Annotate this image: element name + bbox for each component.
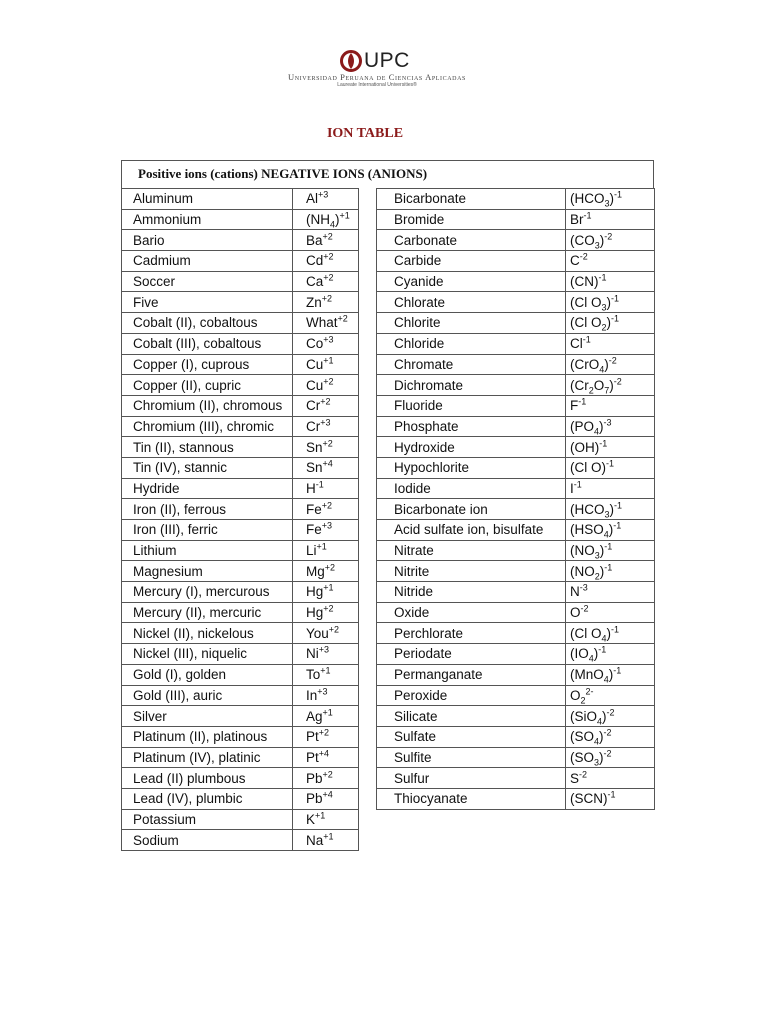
upc-logo (282, 50, 472, 90)
ion-name: Iodide (377, 478, 566, 499)
ion-name: Silicate (377, 706, 566, 727)
ion-formula: $Cu^{+2}$ (293, 375, 359, 396)
anion-row (377, 540, 655, 561)
ion-name: Nickel (II), nickelous (122, 623, 293, 644)
ion-formula: $Cd^{+2}$ (293, 251, 359, 272)
anion-row (377, 209, 655, 230)
ion-formula: (OH)$^{-1}$ (566, 437, 655, 458)
cation-row (122, 209, 359, 230)
ion-name: Carbide (377, 251, 566, 272)
ion-name: Aluminum (122, 189, 293, 210)
ion-formula: (CN)$^{-1}$ (566, 271, 655, 292)
cation-row (122, 354, 359, 375)
anion-row (377, 644, 655, 665)
anion-row (377, 582, 655, 603)
cation-row (122, 561, 359, 582)
ion-formula: $(SiO_4)^{-2}$ (566, 706, 655, 727)
ion-formula: $(SO_4)^{-2}$ (566, 726, 655, 747)
ion-name: Chlorate (377, 292, 566, 313)
ion-name: Platinum (II), platinous (122, 726, 293, 747)
ion-name: Gold (I), golden (122, 664, 293, 685)
ion-formula: $(CrO_4)^{-2}$ (566, 354, 655, 375)
ion-name: Sulfur (377, 768, 566, 789)
ion-name: Lead (IV), plumbic (122, 788, 293, 809)
ion-formula: $Cu^{+1}$ (293, 354, 359, 375)
cation-row (122, 292, 359, 313)
ion-name: Silver (122, 706, 293, 727)
ion-formula: $Hg^{+2}$ (293, 602, 359, 623)
ion-formula: $Ca^{+2}$ (293, 271, 359, 292)
ion-name: Chromate (377, 354, 566, 375)
ion-formula: (Cl $O_3)^{-1}$ (566, 292, 655, 313)
ion-name: Bromide (377, 209, 566, 230)
ion-formula: $Mg^{+2}$ (293, 561, 359, 582)
anions-table (376, 188, 655, 810)
ion-name: Bicarbonate (377, 189, 566, 210)
ion-formula: $(HCO_3)^{-1}$ (566, 499, 655, 520)
cation-row (122, 457, 359, 478)
ion-formula: You$^{+2}$ (293, 623, 359, 644)
anion-row (377, 457, 655, 478)
ion-name: Fluoride (377, 395, 566, 416)
ion-formula: $Ba^{+2}$ (293, 230, 359, 251)
anion-row (377, 395, 655, 416)
table-header: Positive ions (cations) NEGATIVE IONS (ANIONS) (138, 166, 428, 181)
anion-row (377, 602, 655, 623)
ion-formula: $Pt^{+2}$ (293, 726, 359, 747)
cation-row (122, 602, 359, 623)
ion-formula: $S^{-2}$ (566, 768, 655, 789)
ion-name: Perchlorate (377, 623, 566, 644)
ion-name: Cyanide (377, 271, 566, 292)
cation-row (122, 706, 359, 727)
ion-name: Tin (IV), stannic (122, 457, 293, 478)
ion-name: Iron (III), ferric (122, 520, 293, 541)
ion-formula: $(NO_3)^{-1}$ (566, 540, 655, 561)
ion-formula: $Sn^{+4}$ (293, 457, 359, 478)
ion-name: Cobalt (III), cobaltous (122, 333, 293, 354)
anion-row (377, 520, 655, 541)
ion-formula: $(NO_2)^{-1}$ (566, 561, 655, 582)
ion-formula: $H^{-1}$ (293, 478, 359, 499)
ion-name: Chromium (II), chromous (122, 395, 293, 416)
ion-formula: $I^{-1}$ (566, 478, 655, 499)
ion-name: Mercury (II), mercuric (122, 602, 293, 623)
ion-name: Cadmium (122, 251, 293, 272)
cation-row (122, 416, 359, 437)
ion-name: Chromium (III), chromic (122, 416, 293, 437)
cation-row (122, 685, 359, 706)
ion-formula: (Cl $O_2)^{-1}$ (566, 313, 655, 334)
ion-formula: $To^{+1}$ (293, 664, 359, 685)
ion-formula: $(PO_4)^{-3}$ (566, 416, 655, 437)
ion-name: Periodate (377, 644, 566, 665)
ion-name: Gold (III), auric (122, 685, 293, 706)
ion-name: Soccer (122, 271, 293, 292)
cation-row (122, 251, 359, 272)
ion-formula: $(SO_3)^{-2}$ (566, 747, 655, 768)
ion-formula: $Sn^{+2}$ (293, 437, 359, 458)
ion-formula: $Cr^{+3}$ (293, 416, 359, 437)
logo-university: Universidad Peruana de Ciencias Aplicadas (288, 72, 466, 82)
ion-formula: $O_2^{2-}$ (566, 685, 655, 706)
anion-row (377, 333, 655, 354)
anion-row (377, 375, 655, 396)
ion-name: Nitrite (377, 561, 566, 582)
anion-row (377, 230, 655, 251)
ion-formula: $Fe^{+2}$ (293, 499, 359, 520)
ion-formula: $Co^{+3}$ (293, 333, 359, 354)
page-title: ION TABLE (326, 126, 404, 141)
ion-name: Nitride (377, 582, 566, 603)
ion-name: Peroxide (377, 685, 566, 706)
ion-name: Magnesium (122, 561, 293, 582)
ion-name: Bicarbonate ion (377, 499, 566, 520)
ion-formula: $F^{-1}$ (566, 395, 655, 416)
ion-formula: $Hg^{+1}$ (293, 582, 359, 603)
cation-row (122, 540, 359, 561)
ion-formula: $Pb^{+2}$ (293, 768, 359, 789)
ion-name: Mercury (I), mercurous (122, 582, 293, 603)
ion-name: Nitrate (377, 540, 566, 561)
ion-name: Hydroxide (377, 437, 566, 458)
cation-row (122, 499, 359, 520)
ion-formula: (Cl O)$^{-1}$ (566, 457, 655, 478)
ion-name: Sulfate (377, 726, 566, 747)
ion-name: Hypochlorite (377, 457, 566, 478)
ion-name: Platinum (IV), platinic (122, 747, 293, 768)
anion-row (377, 768, 655, 789)
ion-formula: $Ag^{+1}$ (293, 706, 359, 727)
ion-name: Carbonate (377, 230, 566, 251)
cation-row (122, 788, 359, 809)
logo-tagline: Laureate International Universities® (337, 82, 417, 88)
cation-row (122, 644, 359, 665)
ion-formula: $In^{+3}$ (293, 685, 359, 706)
ion-formula: $Pb^{+4}$ (293, 788, 359, 809)
anion-row (377, 354, 655, 375)
anion-row (377, 251, 655, 272)
ion-formula: What$^{+2}$ (293, 313, 359, 334)
ion-formula: $Li^{+1}$ (293, 540, 359, 561)
cations-table (121, 188, 359, 851)
cation-row (122, 313, 359, 334)
ion-formula: $(IO_4)^{-1}$ (566, 644, 655, 665)
ion-name: Bario (122, 230, 293, 251)
anion-row (377, 561, 655, 582)
cation-row (122, 437, 359, 458)
ion-formula: (SCN)$^{-1}$ (566, 788, 655, 809)
ion-formula: $Pt^{+4}$ (293, 747, 359, 768)
ion-formula: $N^{-3}$ (566, 582, 655, 603)
cation-row (122, 582, 359, 603)
ion-formula: $Ni^{+3}$ (293, 644, 359, 665)
ion-name: Five (122, 292, 293, 313)
cation-row (122, 747, 359, 768)
ion-name: Acid sulfate ion, bisulfate (377, 520, 566, 541)
ion-name: Oxide (377, 602, 566, 623)
ion-formula: $Al^{+3}$ (293, 189, 359, 210)
cation-row (122, 623, 359, 644)
cation-row (122, 726, 359, 747)
anion-row (377, 726, 655, 747)
ion-name: Hydride (122, 478, 293, 499)
ion-name: Cobalt (II), cobaltous (122, 313, 293, 334)
cation-row (122, 520, 359, 541)
ion-name: Nickel (III), niquelic (122, 644, 293, 665)
ion-formula: $(HCO_3)^{-1}$ (566, 189, 655, 210)
ion-formula: $Cr^{+2}$ (293, 395, 359, 416)
ion-formula: $C^{-2}$ (566, 251, 655, 272)
ion-formula: $Cl^{-1}$ (566, 333, 655, 354)
anion-row (377, 706, 655, 727)
ion-name: Iron (II), ferrous (122, 499, 293, 520)
cation-row (122, 375, 359, 396)
anion-row (377, 788, 655, 809)
ion-formula: $(Cr_2O_7)^{-2}$ (566, 375, 655, 396)
ion-formula: (Cl $O_4)^{-1}$ (566, 623, 655, 644)
anion-row (377, 437, 655, 458)
cation-row (122, 395, 359, 416)
anion-row (377, 416, 655, 437)
ion-name: Phosphate (377, 416, 566, 437)
ion-formula: $O^{-2}$ (566, 602, 655, 623)
ion-formula: $(HSO_4)^{-1}$ (566, 520, 655, 541)
ion-name: Sodium (122, 830, 293, 851)
cation-row (122, 478, 359, 499)
ion-name: Chloride (377, 333, 566, 354)
cation-row (122, 768, 359, 789)
cation-row (122, 271, 359, 292)
ion-name: Tin (II), stannous (122, 437, 293, 458)
anion-row (377, 685, 655, 706)
anion-row (377, 747, 655, 768)
ion-name: Copper (I), cuprous (122, 354, 293, 375)
anion-row (377, 664, 655, 685)
ion-name: Potassium (122, 809, 293, 830)
ion-formula: $K^{+1}$ (293, 809, 359, 830)
ion-name: Sulfite (377, 747, 566, 768)
ion-formula: $Br^{-1}$ (566, 209, 655, 230)
cation-row (122, 664, 359, 685)
cation-row (122, 830, 359, 851)
ion-name: Copper (II), cupric (122, 375, 293, 396)
cation-row (122, 230, 359, 251)
ion-name: Chlorite (377, 313, 566, 334)
ion-name: Dichromate (377, 375, 566, 396)
ion-name: Permanganate (377, 664, 566, 685)
ion-name: Lithium (122, 540, 293, 561)
logo-name: UPC (364, 49, 410, 72)
anion-row (377, 499, 655, 520)
ion-name: Thiocyanate (377, 788, 566, 809)
anion-row (377, 313, 655, 334)
ion-formula: $(CO_3)^{-2}$ (566, 230, 655, 251)
ion-name: Ammonium (122, 209, 293, 230)
cation-row (122, 333, 359, 354)
anion-row (377, 292, 655, 313)
anion-row (377, 189, 655, 210)
cation-row (122, 189, 359, 210)
anion-row (377, 623, 655, 644)
anion-row (377, 271, 655, 292)
upc-emblem-icon (340, 50, 362, 72)
ion-formula: $(MnO_4)^{-1}$ (566, 664, 655, 685)
ion-formula: $Zn^{+2}$ (293, 292, 359, 313)
anion-row (377, 478, 655, 499)
ion-formula: $(NH_4)^{+1}$ (293, 209, 359, 230)
ion-formula: $Na^{+1}$ (293, 830, 359, 851)
ion-formula: $Fe^{+3}$ (293, 520, 359, 541)
ion-name: Lead (II) plumbous (122, 768, 293, 789)
cation-row (122, 809, 359, 830)
